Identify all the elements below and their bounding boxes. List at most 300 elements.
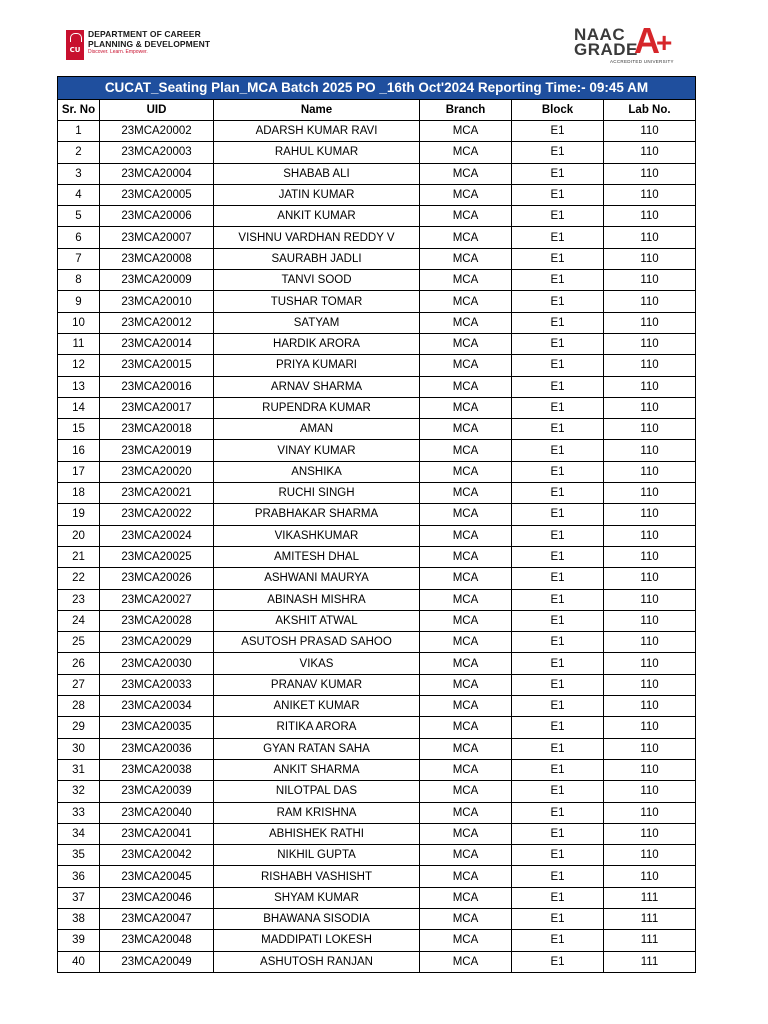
table-row — [58, 738, 696, 759]
lab-no-cell: 110 — [604, 632, 696, 653]
sr-no-cell: 8 — [58, 270, 100, 291]
block-cell: E1 — [512, 781, 604, 802]
lab-no-cell: 110 — [604, 461, 696, 482]
sr-no-cell: 32 — [58, 781, 100, 802]
uid-cell: 23MCA20016 — [100, 376, 214, 397]
branch-cell: MCA — [420, 845, 512, 866]
branch-cell: MCA — [420, 781, 512, 802]
branch-cell: MCA — [420, 589, 512, 610]
block-cell: E1 — [512, 461, 604, 482]
sr-no-cell: 6 — [58, 227, 100, 248]
name-cell: VIKASHKUMAR — [214, 525, 420, 546]
block-cell: E1 — [512, 355, 604, 376]
branch-cell: MCA — [420, 823, 512, 844]
lab-no-cell: 110 — [604, 184, 696, 205]
sr-no-cell: 26 — [58, 653, 100, 674]
lab-no-cell: 110 — [604, 227, 696, 248]
branch-cell: MCA — [420, 312, 512, 333]
lab-no-cell: 110 — [604, 866, 696, 887]
sr-no-cell: 33 — [58, 802, 100, 823]
lab-no-cell: 110 — [604, 589, 696, 610]
sr-no-cell: 22 — [58, 568, 100, 589]
sr-no-cell: 29 — [58, 717, 100, 738]
block-cell: E1 — [512, 163, 604, 184]
block-cell: E1 — [512, 887, 604, 908]
block-cell: E1 — [512, 333, 604, 354]
table-row — [58, 674, 696, 695]
sr-no-cell: 15 — [58, 419, 100, 440]
lab-no-cell: 110 — [604, 291, 696, 312]
department-logo — [66, 30, 210, 60]
name-cell: RAHUL KUMAR — [214, 142, 420, 163]
uid-cell: 23MCA20033 — [100, 674, 214, 695]
branch-cell: MCA — [420, 866, 512, 887]
lab-no-cell: 110 — [604, 312, 696, 333]
branch-cell: MCA — [420, 759, 512, 780]
block-cell: E1 — [512, 291, 604, 312]
block-cell: E1 — [512, 270, 604, 291]
sr-no-cell: 21 — [58, 546, 100, 567]
block-cell: E1 — [512, 504, 604, 525]
name-cell: RUCHI SINGH — [214, 483, 420, 504]
block-cell: E1 — [512, 674, 604, 695]
branch-cell: MCA — [420, 525, 512, 546]
sr-no-cell: 1 — [58, 121, 100, 142]
table-row — [58, 802, 696, 823]
name-cell: HARDIK ARORA — [214, 333, 420, 354]
table-row — [58, 227, 696, 248]
lab-no-cell: 110 — [604, 248, 696, 269]
sr-no-cell: 19 — [58, 504, 100, 525]
name-cell: RAM KRISHNA — [214, 802, 420, 823]
uid-cell: 23MCA20038 — [100, 759, 214, 780]
sr-no-cell: 31 — [58, 759, 100, 780]
branch-cell: MCA — [420, 227, 512, 248]
lab-no-cell: 110 — [604, 568, 696, 589]
lab-no-cell: 110 — [604, 696, 696, 717]
uid-cell: 23MCA20027 — [100, 589, 214, 610]
table-row — [58, 589, 696, 610]
branch-cell: MCA — [420, 674, 512, 695]
column-header-sr-no: Sr. No — [58, 100, 100, 121]
block-cell: E1 — [512, 142, 604, 163]
sr-no-cell: 7 — [58, 248, 100, 269]
sr-no-cell: 36 — [58, 866, 100, 887]
uid-cell: 23MCA20008 — [100, 248, 214, 269]
branch-cell: MCA — [420, 930, 512, 951]
table-row — [58, 717, 696, 738]
sr-no-cell: 37 — [58, 887, 100, 908]
lab-no-cell: 110 — [604, 781, 696, 802]
lab-no-cell: 110 — [604, 163, 696, 184]
lab-no-cell: 110 — [604, 738, 696, 759]
seating-table — [57, 76, 696, 973]
branch-cell: MCA — [420, 270, 512, 291]
name-cell: ASUTOSH PRASAD SAHOO — [214, 632, 420, 653]
branch-cell: MCA — [420, 291, 512, 312]
sr-no-cell: 35 — [58, 845, 100, 866]
branch-cell: MCA — [420, 163, 512, 184]
block-cell: E1 — [512, 717, 604, 738]
cu-badge-icon: CU — [66, 30, 84, 60]
table-row — [58, 419, 696, 440]
branch-cell: MCA — [420, 717, 512, 738]
table-row — [58, 397, 696, 418]
sr-no-cell: 9 — [58, 291, 100, 312]
sr-no-cell: 5 — [58, 206, 100, 227]
uid-cell: 23MCA20017 — [100, 397, 214, 418]
uid-cell: 23MCA20039 — [100, 781, 214, 802]
table-row — [58, 887, 696, 908]
branch-cell: MCA — [420, 483, 512, 504]
lab-no-cell: 110 — [604, 823, 696, 844]
table-row — [58, 248, 696, 269]
branch-cell: MCA — [420, 355, 512, 376]
uid-cell: 23MCA20022 — [100, 504, 214, 525]
name-cell: AKSHIT ATWAL — [214, 610, 420, 631]
name-cell: ADARSH KUMAR RAVI — [214, 121, 420, 142]
name-cell: SHABAB ALI — [214, 163, 420, 184]
table-row — [58, 376, 696, 397]
table-row — [58, 440, 696, 461]
lab-no-cell: 111 — [604, 930, 696, 951]
lab-no-cell: 110 — [604, 206, 696, 227]
name-cell: ANKIT KUMAR — [214, 206, 420, 227]
table-row — [58, 759, 696, 780]
uid-cell: 23MCA20049 — [100, 951, 214, 972]
table-row — [58, 184, 696, 205]
uid-cell: 23MCA20030 — [100, 653, 214, 674]
column-header-name: Name — [214, 100, 420, 121]
lab-no-cell: 110 — [604, 355, 696, 376]
uid-cell: 23MCA20034 — [100, 696, 214, 717]
sr-no-cell: 17 — [58, 461, 100, 482]
sr-no-cell: 14 — [58, 397, 100, 418]
dept-line-1: DEPARTMENT OF CAREER — [88, 29, 201, 39]
lab-no-cell: 111 — [604, 951, 696, 972]
branch-cell: MCA — [420, 568, 512, 589]
table-row — [58, 163, 696, 184]
name-cell: GYAN RATAN SAHA — [214, 738, 420, 759]
sr-no-cell: 24 — [58, 610, 100, 631]
table-row — [58, 696, 696, 717]
block-cell: E1 — [512, 845, 604, 866]
branch-cell: MCA — [420, 376, 512, 397]
name-cell: ASHWANI MAURYA — [214, 568, 420, 589]
sr-no-cell: 20 — [58, 525, 100, 546]
table-header-row — [58, 100, 696, 121]
grade-plus-text: + — [656, 27, 673, 58]
uid-cell: 23MCA20035 — [100, 717, 214, 738]
name-cell: RISHABH VASHISHT — [214, 866, 420, 887]
lab-no-cell: 110 — [604, 440, 696, 461]
sr-no-cell: 23 — [58, 589, 100, 610]
sr-no-cell: 39 — [58, 930, 100, 951]
block-cell: E1 — [512, 483, 604, 504]
branch-cell: MCA — [420, 653, 512, 674]
table-row — [58, 355, 696, 376]
sr-no-cell: 25 — [58, 632, 100, 653]
branch-cell: MCA — [420, 632, 512, 653]
name-cell: PRIYA KUMARI — [214, 355, 420, 376]
uid-cell: 23MCA20019 — [100, 440, 214, 461]
uid-cell: 23MCA20012 — [100, 312, 214, 333]
uid-cell: 23MCA20006 — [100, 206, 214, 227]
sr-no-cell: 11 — [58, 333, 100, 354]
table-row — [58, 908, 696, 929]
block-cell: E1 — [512, 312, 604, 333]
block-cell: E1 — [512, 696, 604, 717]
name-cell: NIKHIL GUPTA — [214, 845, 420, 866]
table-row — [58, 461, 696, 482]
dept-tagline: Discover. Learn. Empower. — [88, 49, 148, 55]
block-cell: E1 — [512, 206, 604, 227]
lab-no-cell: 110 — [604, 717, 696, 738]
name-cell: RUPENDRA KUMAR — [214, 397, 420, 418]
name-cell: ABHISHEK RATHI — [214, 823, 420, 844]
sr-no-cell: 16 — [58, 440, 100, 461]
lab-no-cell: 110 — [604, 397, 696, 418]
branch-cell: MCA — [420, 121, 512, 142]
lab-no-cell: 110 — [604, 270, 696, 291]
lab-no-cell: 110 — [604, 142, 696, 163]
name-cell: VIKAS — [214, 653, 420, 674]
branch-cell: MCA — [420, 206, 512, 227]
sr-no-cell: 18 — [58, 483, 100, 504]
block-cell: E1 — [512, 653, 604, 674]
lab-no-cell: 110 — [604, 845, 696, 866]
branch-cell: MCA — [420, 504, 512, 525]
uid-cell: 23MCA20005 — [100, 184, 214, 205]
branch-cell: MCA — [420, 802, 512, 823]
block-cell: E1 — [512, 759, 604, 780]
name-cell: ASHUTOSH RANJAN — [214, 951, 420, 972]
branch-cell: MCA — [420, 546, 512, 567]
sr-no-cell: 10 — [58, 312, 100, 333]
sr-no-cell: 38 — [58, 908, 100, 929]
uid-cell: 23MCA20018 — [100, 419, 214, 440]
table-body — [58, 121, 696, 973]
block-cell: E1 — [512, 823, 604, 844]
table-row — [58, 206, 696, 227]
name-cell: ABINASH MISHRA — [214, 589, 420, 610]
name-cell: VINAY KUMAR — [214, 440, 420, 461]
sr-no-cell: 2 — [58, 142, 100, 163]
lab-no-cell: 110 — [604, 610, 696, 631]
uid-cell: 23MCA20045 — [100, 866, 214, 887]
uid-cell: 23MCA20010 — [100, 291, 214, 312]
block-cell: E1 — [512, 610, 604, 631]
block-cell: E1 — [512, 951, 604, 972]
table-row — [58, 142, 696, 163]
block-cell: E1 — [512, 376, 604, 397]
lab-no-cell: 110 — [604, 376, 696, 397]
lab-no-cell: 110 — [604, 419, 696, 440]
block-cell: E1 — [512, 908, 604, 929]
table-row — [58, 270, 696, 291]
name-cell: ANSHIKA — [214, 461, 420, 482]
uid-cell: 23MCA20028 — [100, 610, 214, 631]
table-row — [58, 930, 696, 951]
page-header — [0, 0, 768, 70]
uid-cell: 23MCA20009 — [100, 270, 214, 291]
block-cell: E1 — [512, 227, 604, 248]
sr-no-cell: 28 — [58, 696, 100, 717]
uid-cell: 23MCA20014 — [100, 333, 214, 354]
name-cell: AMAN — [214, 419, 420, 440]
branch-cell: MCA — [420, 397, 512, 418]
name-cell: ANKIT SHARMA — [214, 759, 420, 780]
table-row — [58, 525, 696, 546]
table-row — [58, 823, 696, 844]
table-row — [58, 951, 696, 972]
lab-no-cell: 110 — [604, 802, 696, 823]
lab-no-cell: 110 — [604, 674, 696, 695]
block-cell: E1 — [512, 121, 604, 142]
table-row — [58, 546, 696, 567]
table-row — [58, 291, 696, 312]
table-row — [58, 121, 696, 142]
branch-cell: MCA — [420, 333, 512, 354]
uid-cell: 23MCA20040 — [100, 802, 214, 823]
table-row — [58, 845, 696, 866]
table-title: CUCAT_Seating Plan_MCA Batch 2025 PO _16th Oct'2024 Reporting Time:- 09:45 AM — [58, 77, 696, 100]
uid-cell: 23MCA20024 — [100, 525, 214, 546]
block-cell: E1 — [512, 546, 604, 567]
block-cell: E1 — [512, 589, 604, 610]
block-cell: E1 — [512, 440, 604, 461]
branch-cell: MCA — [420, 419, 512, 440]
name-cell: MADDIPATI LOKESH — [214, 930, 420, 951]
uid-cell: 23MCA20047 — [100, 908, 214, 929]
naac-logo — [572, 20, 682, 66]
name-cell: BHAWANA SISODIA — [214, 908, 420, 929]
uid-cell: 23MCA20026 — [100, 568, 214, 589]
lab-no-cell: 110 — [604, 483, 696, 504]
name-cell: SAURABH JADLI — [214, 248, 420, 269]
branch-cell: MCA — [420, 461, 512, 482]
name-cell: ARNAV SHARMA — [214, 376, 420, 397]
sr-no-cell: 40 — [58, 951, 100, 972]
branch-cell: MCA — [420, 951, 512, 972]
branch-cell: MCA — [420, 184, 512, 205]
block-cell: E1 — [512, 525, 604, 546]
sr-no-cell: 4 — [58, 184, 100, 205]
uid-cell: 23MCA20002 — [100, 121, 214, 142]
table-row — [58, 653, 696, 674]
name-cell: AMITESH DHAL — [214, 546, 420, 567]
block-cell: E1 — [512, 397, 604, 418]
uid-cell: 23MCA20042 — [100, 845, 214, 866]
table-row — [58, 866, 696, 887]
block-cell: E1 — [512, 738, 604, 759]
dept-line-2: PLANNING & DEVELOPMENT — [88, 38, 211, 49]
branch-cell: MCA — [420, 887, 512, 908]
lab-no-cell: 111 — [604, 908, 696, 929]
block-cell: E1 — [512, 419, 604, 440]
block-cell: E1 — [512, 568, 604, 589]
branch-cell: MCA — [420, 440, 512, 461]
naac-text: NAAC — [574, 25, 626, 44]
name-cell: NILOTPAL DAS — [214, 781, 420, 802]
table-row — [58, 312, 696, 333]
branch-cell: MCA — [420, 610, 512, 631]
block-cell: E1 — [512, 248, 604, 269]
table-row — [58, 504, 696, 525]
table-row — [58, 781, 696, 802]
accredited-text: ACCREDITED UNIVERSITY — [610, 59, 674, 64]
column-header-uid: UID — [100, 100, 214, 121]
uid-cell: 23MCA20021 — [100, 483, 214, 504]
uid-cell: 23MCA20020 — [100, 461, 214, 482]
branch-cell: MCA — [420, 908, 512, 929]
lab-no-cell: 110 — [604, 653, 696, 674]
lab-no-cell: 110 — [604, 504, 696, 525]
column-header-lab-no: Lab No. — [604, 100, 696, 121]
sr-no-cell: 12 — [58, 355, 100, 376]
name-cell: TUSHAR TOMAR — [214, 291, 420, 312]
name-cell: JATIN KUMAR — [214, 184, 420, 205]
uid-cell: 23MCA20003 — [100, 142, 214, 163]
sr-no-cell: 27 — [58, 674, 100, 695]
sr-no-cell: 13 — [58, 376, 100, 397]
grade-text: GRADE — [574, 40, 638, 59]
block-cell: E1 — [512, 930, 604, 951]
name-cell: VISHNU VARDHAN REDDY V — [214, 227, 420, 248]
name-cell: SATYAM — [214, 312, 420, 333]
name-cell: ANIKET KUMAR — [214, 696, 420, 717]
block-cell: E1 — [512, 866, 604, 887]
lab-no-cell: 110 — [604, 121, 696, 142]
sr-no-cell: 34 — [58, 823, 100, 844]
uid-cell: 23MCA20004 — [100, 163, 214, 184]
grade-a-text: A — [634, 20, 660, 61]
name-cell: PRABHAKAR SHARMA — [214, 504, 420, 525]
table-row — [58, 610, 696, 631]
uid-cell: 23MCA20046 — [100, 887, 214, 908]
branch-cell: MCA — [420, 248, 512, 269]
column-header-block: Block — [512, 100, 604, 121]
name-cell: TANVI SOOD — [214, 270, 420, 291]
branch-cell: MCA — [420, 738, 512, 759]
lab-no-cell: 110 — [604, 333, 696, 354]
seating-plan-sheet — [57, 76, 696, 973]
uid-cell: 23MCA20007 — [100, 227, 214, 248]
name-cell: SHYAM KUMAR — [214, 887, 420, 908]
sr-no-cell: 30 — [58, 738, 100, 759]
name-cell: PRANAV KUMAR — [214, 674, 420, 695]
branch-cell: MCA — [420, 142, 512, 163]
uid-cell: 23MCA20036 — [100, 738, 214, 759]
uid-cell: 23MCA20041 — [100, 823, 214, 844]
lab-no-cell: 110 — [604, 546, 696, 567]
name-cell: RITIKA ARORA — [214, 717, 420, 738]
table-row — [58, 333, 696, 354]
lab-no-cell: 111 — [604, 887, 696, 908]
sr-no-cell: 3 — [58, 163, 100, 184]
uid-cell: 23MCA20025 — [100, 546, 214, 567]
table-row — [58, 568, 696, 589]
lab-no-cell: 110 — [604, 759, 696, 780]
table-row — [58, 483, 696, 504]
column-header-branch: Branch — [420, 100, 512, 121]
department-name — [88, 30, 210, 56]
uid-cell: 23MCA20048 — [100, 930, 214, 951]
table-title-row — [58, 77, 696, 100]
block-cell: E1 — [512, 802, 604, 823]
lab-no-cell: 110 — [604, 525, 696, 546]
table-row — [58, 632, 696, 653]
